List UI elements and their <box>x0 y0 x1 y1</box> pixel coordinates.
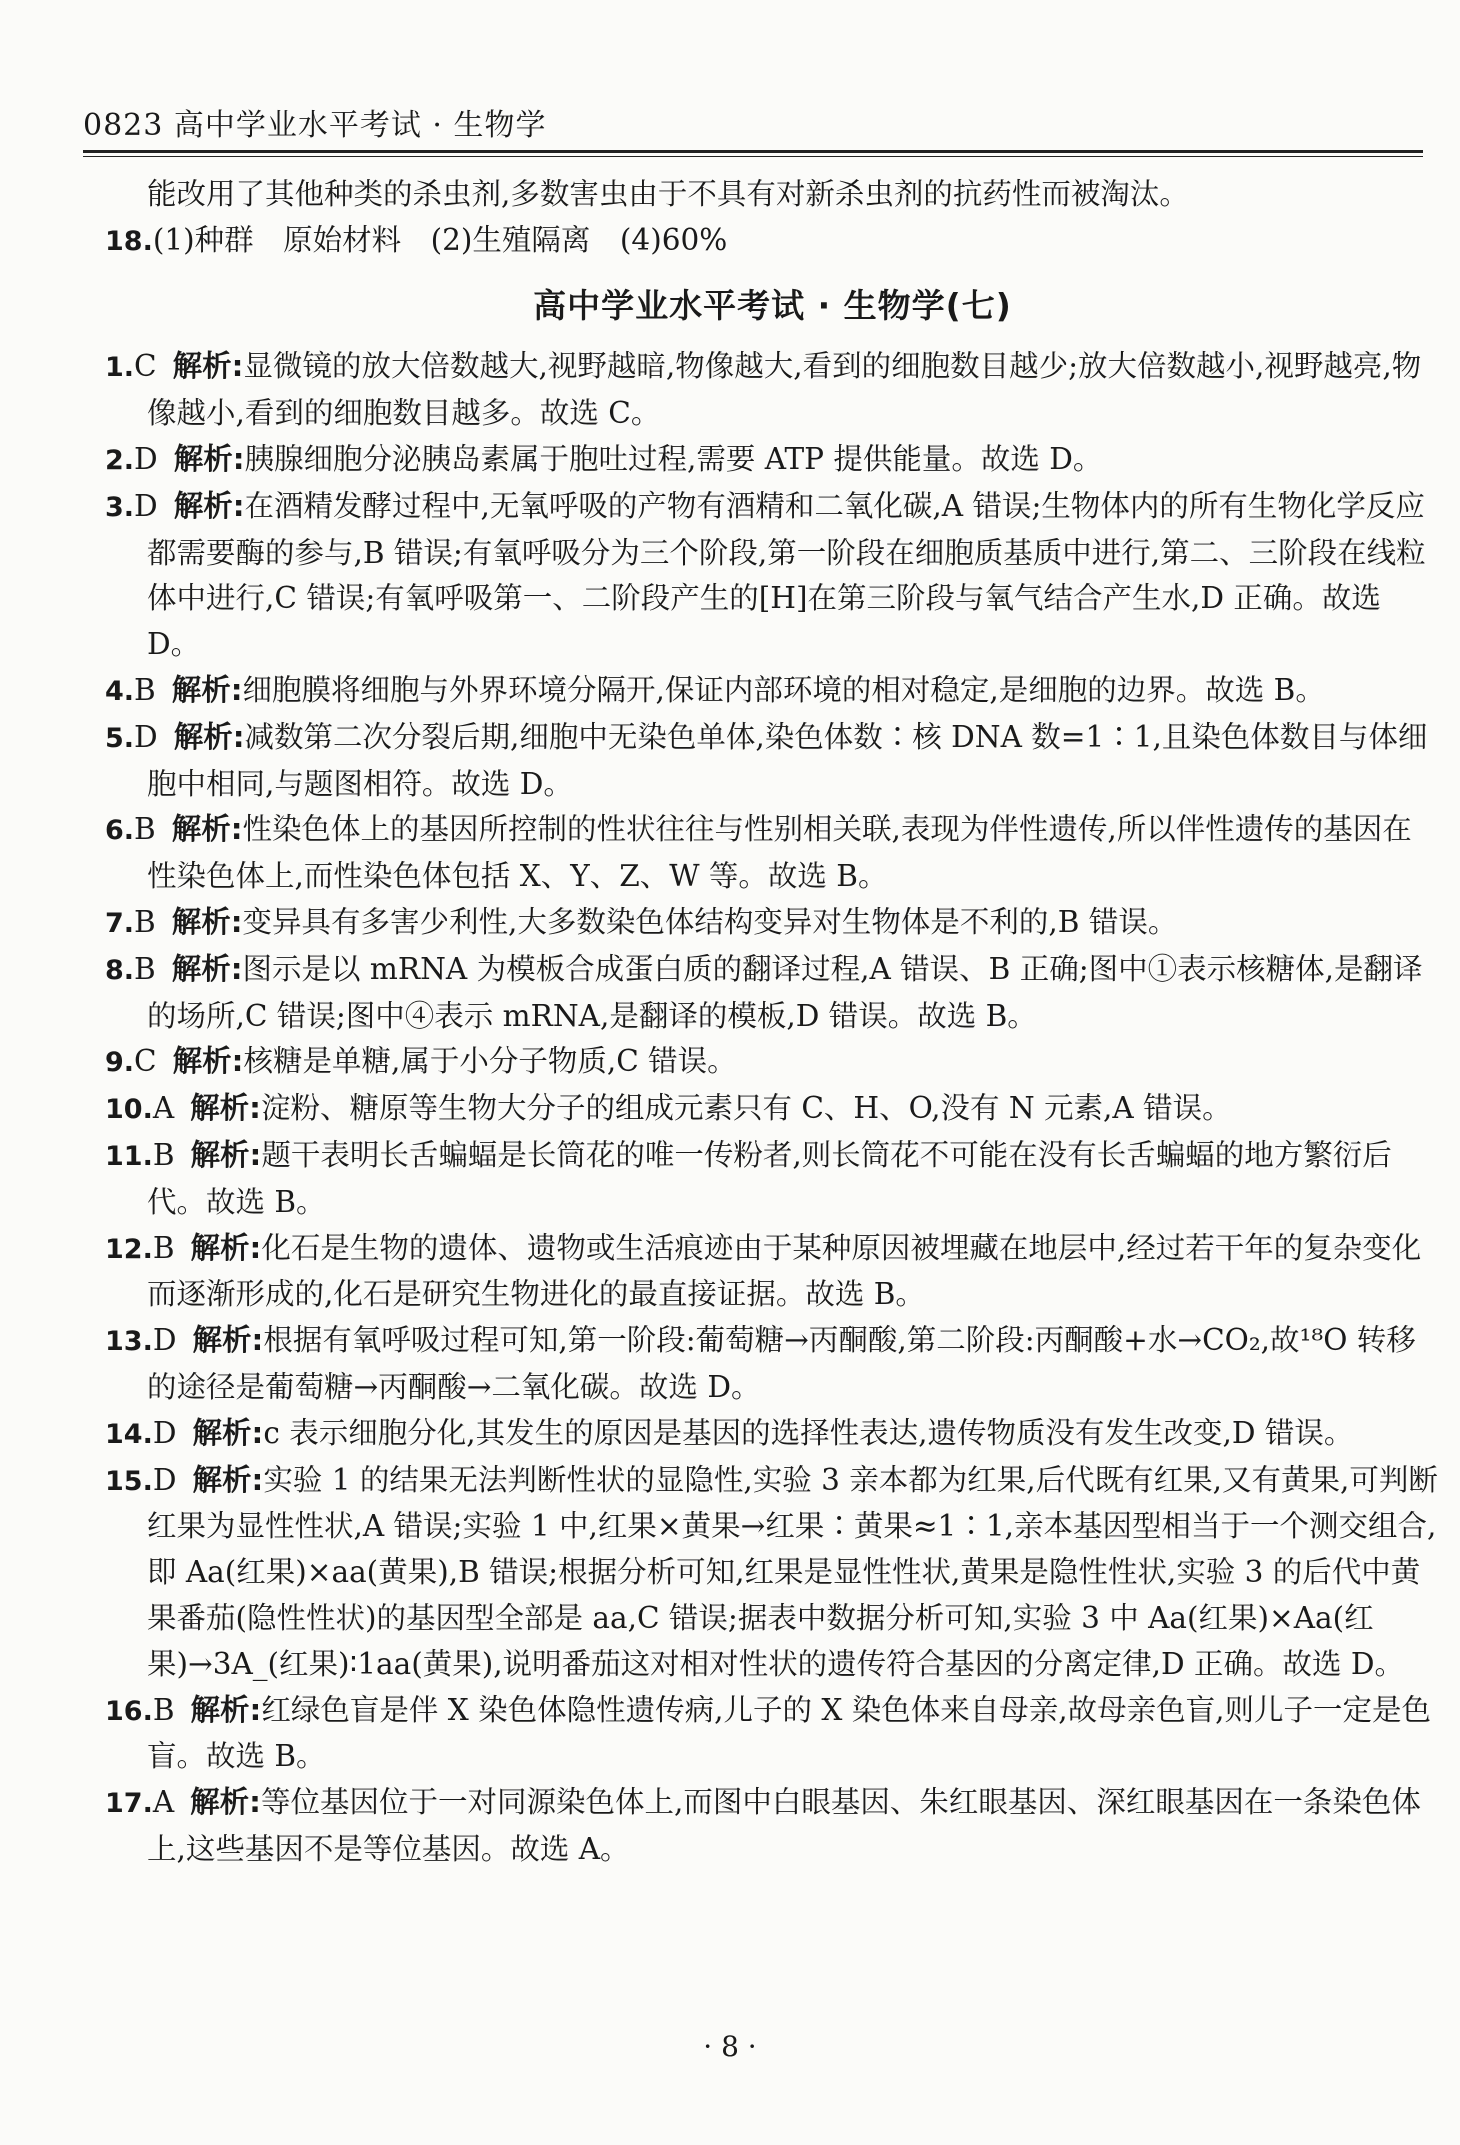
answer-item <box>105 1226 1440 1319</box>
page-number: · 8 · <box>703 2030 757 2063</box>
item-answer: B <box>152 1230 175 1265</box>
item-answer: B <box>152 1692 175 1727</box>
item-label: 解析: <box>190 1785 261 1820</box>
item-text: 题干表明长舌蝙蝠是长筒花的唯一传粉者,则长筒花不可能在没有长舌蝙蝠的地方繁衍后代。故选 B。 <box>147 1137 1392 1219</box>
item-label: 解析: <box>171 672 243 707</box>
item-number: 12. <box>105 1233 153 1265</box>
item-number: 7. <box>105 907 135 939</box>
item-number: 1. <box>105 352 135 384</box>
item-number: 16. <box>105 1695 153 1727</box>
item-number: 17. <box>105 1788 153 1820</box>
item-label: 解析: <box>171 812 243 847</box>
item-label: 解析: <box>172 349 244 384</box>
answer-item <box>105 947 1440 1040</box>
item-number: 13. <box>105 1326 153 1358</box>
header-rule-thick <box>83 150 1423 153</box>
answer-item <box>105 1086 1440 1133</box>
continued-paragraph: 能改用了其他种类的杀虫剂,多数害虫由于不具有对新杀虫剂的抗药性而被淘汰。 <box>147 177 1189 211</box>
running-header: 0823 高中学业水平考试 · 生物学 <box>83 108 547 143</box>
item-answer: A <box>152 1785 175 1820</box>
item-text: 图示是以 mRNA 为模板合成蛋白质的翻译过程,A 错误、B 正确;图中①表示核糖体,是翻译的场所,C 错误;图中④表示 mRNA,是翻译的模板,D 错误。故选 B。 <box>147 951 1423 1033</box>
item-answer: B <box>134 904 156 939</box>
item-number: 3. <box>105 491 135 523</box>
item-text: 在酒精发酵过程中,无氧呼吸的产物有酒精和二氧化碳,A 错误;生物体内的所有生物化学反应都需要酶的参与,B 错误;有氧呼吸分为三个阶段,第一阶段在细胞质基质中进行,第二、三阶段在线粒体中进行,C 错误;有氧呼吸第一、二阶段产生的[H]在第三阶段与氧气结合产生水,D 正确。故选 D。 <box>147 488 1426 662</box>
item-text: 显微镜的放大倍数越大,视野越暗,物像越大,看到的细胞数目越少;放大倍数越小,视野越亮,物像越小,看到的细胞数目越多。故选 C。 <box>147 349 1422 431</box>
answer-item <box>105 344 1440 437</box>
item-answer: C <box>134 1044 157 1079</box>
item-text: 胰腺细胞分泌胰岛素属于胞吐过程,需要 ATP 提供能量。故选 D。 <box>244 441 1103 476</box>
item-label: 解析: <box>172 1044 244 1079</box>
item-answer: D <box>134 441 158 476</box>
item-number: 5. <box>105 722 135 754</box>
item-text: 细胞膜将细胞与外界环境分隔开,保证内部环境的相对稳定,是细胞的边界。故选 B。 <box>242 672 1325 707</box>
item-text: 根据有氧呼吸过程可知,第一阶段:葡萄糖→丙酮酸,第二阶段:丙酮酸+水→CO₂,故¹⁸O 转移的途径是葡萄糖→丙酮酸→二氧化碳。故选 D。 <box>147 1323 1416 1404</box>
answer-item-18 <box>105 218 1440 265</box>
item-text: 变异具有多害少利性,大多数染色体结构变异对生物体是不利的,B 错误。 <box>242 904 1178 939</box>
answer-item <box>105 1318 1440 1411</box>
item-label: 解析: <box>190 1230 262 1265</box>
answer-list <box>105 344 1440 1872</box>
answer-item <box>105 1133 1440 1226</box>
item-text: 减数第二次分裂后期,细胞中无染色单体,染色体数∶核 DNA 数=1∶1,且染色体数目与体细胞中相同,与题图相符。故选 D。 <box>147 719 1428 801</box>
item-number: 6. <box>105 815 135 847</box>
item-answer: A <box>152 1091 175 1126</box>
item-answer: B <box>134 812 156 847</box>
answer-item <box>105 1039 1440 1086</box>
item-text: 化石是生物的遗体、遗物或生活痕迹由于某种原因被埋藏在地层中,经过若干年的复杂变化而逐渐形成的,化石是研究生物进化的最直接证据。故选 B。 <box>147 1230 1422 1312</box>
item-answer: D <box>152 1323 177 1358</box>
item-answer: D <box>134 719 158 754</box>
item-label: 解析: <box>192 1323 264 1358</box>
item-number: 2. <box>105 444 135 476</box>
item-label: 解析: <box>173 441 245 476</box>
item-answer: D <box>152 1462 177 1497</box>
item-label: 解析: <box>171 904 243 939</box>
item-text: c 表示细胞分化,其发生的原因是基因的选择性表达,遗传物质没有发生改变,D 错误。 <box>263 1415 1354 1450</box>
item-text: 等位基因位于一对同源染色体上,而图中白眼基因、朱红眼基因、深红眼基因在一条染色体上,这些基因不是等位基因。故选 A。 <box>147 1785 1421 1866</box>
answer-item <box>105 715 1440 808</box>
item-answer: B <box>152 1137 175 1172</box>
item-number: 10. <box>105 1094 153 1126</box>
item-label: 解析: <box>190 1692 262 1727</box>
item-text: 红绿色盲是伴 X 染色体隐性遗传病,儿子的 X 染色体来自母亲,故母亲色盲,则儿子一定是色盲。故选 B。 <box>147 1692 1431 1774</box>
item-text: 性染色体上的基因所控制的性状往往与性别相关联,表现为伴性遗传,所以伴性遗传的基因在性染色体上,而性染色体包括 X、Y、Z、W 等。故选 B。 <box>147 812 1412 894</box>
item-answer: C <box>134 349 157 384</box>
item-number: 14. <box>105 1418 153 1450</box>
answer-item <box>105 1458 1440 1688</box>
answer-item <box>105 807 1440 900</box>
section-title: 高中学业水平考试 · 生物学(七) <box>533 285 1012 325</box>
item-text: 淀粉、糖原等生物大分子的组成元素只有 C、H、O,没有 N 元素,A 错误。 <box>260 1091 1232 1126</box>
item-label: 解析: <box>192 1415 264 1450</box>
item-answer: D <box>134 488 158 523</box>
item-label: 解析: <box>171 951 243 986</box>
item-text: 核糖是单糖,属于小分子物质,C 错误。 <box>243 1044 737 1079</box>
item-number: 8. <box>105 954 135 986</box>
item-number: 18. <box>105 225 153 257</box>
item-label: 解析: <box>173 488 245 523</box>
answer-item <box>105 1411 1440 1458</box>
item-answer: B <box>134 951 156 986</box>
item-answer: D <box>152 1415 177 1450</box>
header-rule-thin <box>83 156 1423 157</box>
item-number: 9. <box>105 1047 135 1079</box>
item-label: 解析: <box>190 1137 262 1172</box>
answer-item <box>105 900 1440 947</box>
item-number: 15. <box>105 1465 153 1497</box>
item-label: 解析: <box>173 719 245 754</box>
answer-item <box>105 668 1440 715</box>
item-label: 解析: <box>192 1462 264 1497</box>
item-answer: B <box>134 672 156 707</box>
item-number: 4. <box>105 675 135 707</box>
item-text: 实验 1 的结果无法判断性状的显隐性,实验 3 亲本都为红果,后代既有红果,又有黄果,可判断红果为显性性状,A 错误;实验 1 中,红果×黄果→红果∶黄果≈1∶1,亲本基因型相当于一个测交组合,即 Aa(红果)×aa(黄果),B 错误;根据分析可知,红果是显性性状,黄果是隐性性状,实验 3 的后代中黄果番茄(隐性性状)的基因型全部是 aa,C 错误;据表中数据分析可知,实验 3 中 Aa(红果)×Aa(红果)→3A_(红果)∶1aa(黄果),说明番茄这对相对性状的遗传符合基因的分离定律,D 正确。故选 D。 <box>147 1462 1438 1681</box>
page-content <box>105 172 1440 1873</box>
item-label: 解析: <box>190 1091 261 1126</box>
answer-item <box>105 1780 1440 1873</box>
answer-item <box>105 484 1440 668</box>
answer-item <box>105 1688 1440 1781</box>
item-number: 11. <box>105 1140 153 1172</box>
answer-item <box>105 437 1440 484</box>
item-text: (1)种群 原始材料 (2)生殖隔离 (4)60% <box>152 222 728 257</box>
